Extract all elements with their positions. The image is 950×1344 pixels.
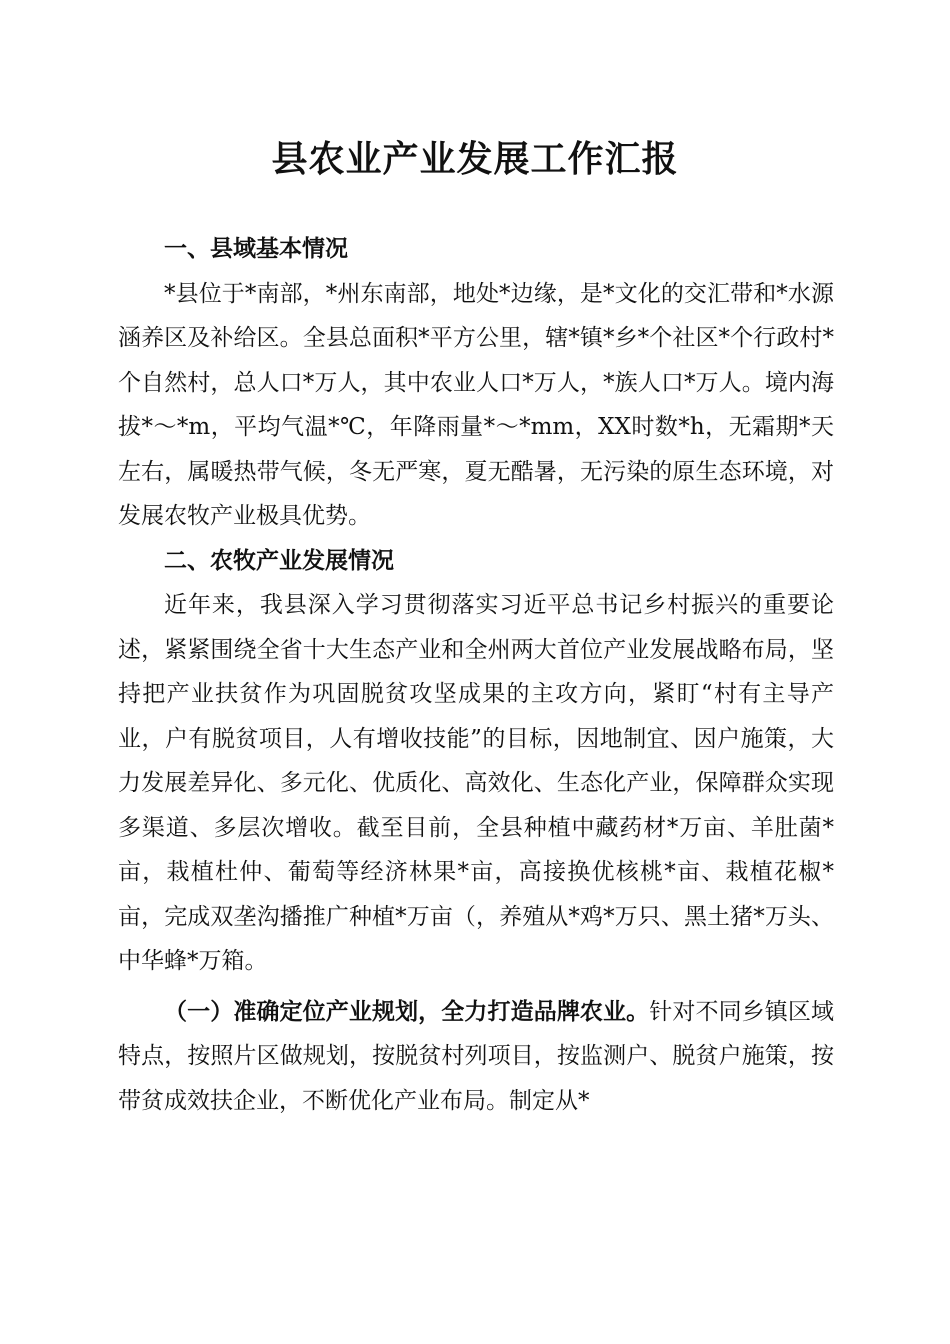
document-title: 县农业产业发展工作汇报	[271, 138, 679, 180]
paragraph-industry-planning	[118, 990, 834, 1124]
document-body	[118, 227, 834, 1123]
subsection-text-industry-planning: 针对不同乡镇区域特点，按照片区做规划，按脱贫村列项目，按监测户、脱贫户施策，按带贫成效扶企业，不断优化产业布局。制定从*	[118, 998, 835, 1114]
paragraph-county-overview: *县位于*南部，*州东南部，地处*边缘，是*文化的交汇带和*水源涵养区及补给区。全县总面积*平方公里，辖*镇*乡*个社区*个行政村*个自然村，总人口*万人，其中农业人口*万人，*族人口*万人。境内海拔*～*m，平均气温*℃，年降雨量*～*mm，XX时数*h，无霜期*天左右，属暖热带气候，冬无严寒，夏无酷暑，无污染的原生态环境，对发展农牧产业极具优势。	[118, 280, 834, 529]
paragraph-agriculture-development: 近年来，我县深入学习贯彻落实习近平总书记乡村振兴的重要论述，紧紧围绕全省十大生态产业和全州两大首位产业发展战略布局，坚持把产业扶贫作为巩固脱贫攻坚成果的主攻方向，紧盯“村有主导产业，户有脱贫项目，人有增收技能”的目标，因地制宜、因户施策，大力发展差异化、多元化、优质化、高效化、生态化产业，保障群众实现多渠道、多层次增收。截至目前，全县种植中藏药材*万亩、羊肚菌*亩，栽植杜仲、葡萄等经济林果*亩，高接换优核桃*亩、栽植花椒*亩，完成双垄沟播推广种植*万亩（，养殖从*鸡*万只、黑土猪*万头、中华蜂*万箱。	[118, 592, 834, 974]
section-heading-agriculture-development: 二、农牧产业发展情况	[164, 547, 394, 574]
section-heading-county-overview: 一、县域基本情况	[164, 236, 348, 262]
subsection-lead-industry-planning: （一）准确定位产业规划，全力打造品牌农业。	[164, 997, 650, 1025]
